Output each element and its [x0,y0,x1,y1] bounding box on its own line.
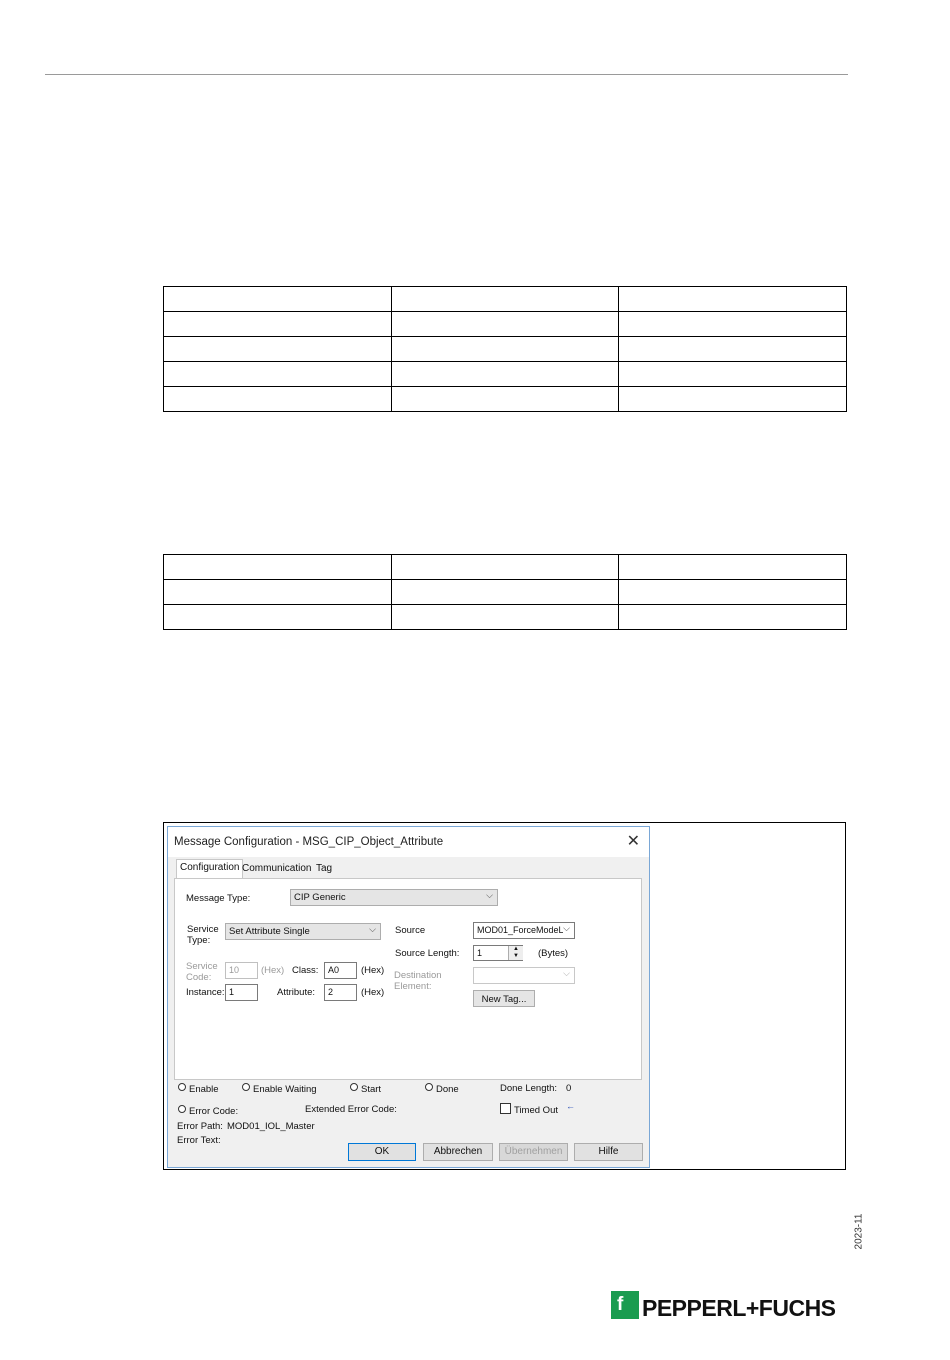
table-row [164,605,847,630]
cancel-button[interactable]: Abbrechen [423,1143,493,1161]
checkbox-icon[interactable] [500,1103,511,1114]
enable-indicator: Enable [178,1083,219,1095]
class-label: Class: [292,965,319,976]
message-type-label: Message Type: [186,893,251,904]
chevron-down-icon: ⌵ [563,968,570,978]
table-row [164,337,847,362]
message-type-select[interactable]: CIP Generic ⌵ [290,889,498,906]
cursor-arrow-icon: ← [566,1101,575,1111]
tab-tag[interactable]: Tag [316,863,333,874]
close-icon[interactable]: ✕ [626,833,640,850]
service-code-hex-unit: (Hex) [261,965,285,976]
attribute-input[interactable]: 2 [324,984,357,1001]
dialog-title: Message Configuration - MSG_CIP_Object_Attribute [174,836,444,848]
status-light-icon [242,1083,250,1091]
error-path-label: Error Path: [177,1121,223,1132]
spinner-arrows-icon[interactable]: ▲ ▼ [508,946,523,960]
table-2 [163,554,847,630]
service-code-input[interactable]: 10 [225,962,258,979]
instance-input[interactable]: 1 [225,984,258,1001]
class-hex-unit: (Hex) [361,965,385,976]
done-length-value: 0 [566,1083,572,1094]
class-input[interactable]: A0 [324,962,357,979]
enable-waiting-indicator: Enable Waiting [242,1083,317,1095]
destination-label-2: Element: [394,981,432,992]
service-code-label: Service [186,961,218,972]
service-type-label: Service [187,924,219,935]
destination-label: Destination [394,970,442,981]
done-indicator: Done [425,1083,459,1095]
service-type-label-2: Type: [187,935,211,946]
service-type-select[interactable]: Set Attribute Single ⌵ [225,923,381,940]
chevron-down-icon: ⌵ [563,923,570,933]
tab-communication[interactable]: Communication [242,863,312,874]
screenshot-figure [163,822,846,1170]
pf-logo-icon: f [611,1291,639,1319]
table-1 [163,286,847,412]
table-row [164,312,847,337]
source-label: Source [395,925,426,936]
configuration-panel [174,878,642,1080]
table-row [164,555,847,580]
brand-name: PEPPERL+FUCHS [642,1295,836,1321]
table-row [164,287,847,312]
new-tag-button[interactable]: New Tag... [473,990,535,1007]
chevron-down-icon: ⌵ [369,924,376,934]
bytes-unit: (Bytes) [538,948,569,959]
source-select[interactable]: MOD01_ForceModeL ⌵ [473,922,575,939]
chevron-down-icon: ⌵ [486,890,493,900]
apply-button[interactable]: Übernehmen [499,1143,568,1161]
status-light-icon [350,1083,358,1091]
instance-label: Instance: [186,987,225,998]
done-length-label: Done Length: [500,1083,558,1094]
tab-configuration[interactable]: Configuration [176,859,243,879]
status-light-icon [178,1083,186,1091]
table-row [164,580,847,605]
help-button[interactable]: Hilfe [574,1143,643,1161]
extended-error-code-label: Extended Error Code: [305,1104,397,1115]
message-configuration-dialog [167,826,650,1168]
status-light-icon [178,1105,186,1113]
error-text-label: Error Text: [177,1135,221,1146]
error-path-value: MOD01_IOL_Master [227,1121,315,1132]
document-date: 2023-11 [853,1213,865,1250]
table-row [164,362,847,387]
ok-button[interactable]: OK [348,1143,416,1161]
status-light-icon [425,1083,433,1091]
attribute-label: Attribute: [277,987,316,998]
header-rule [45,74,848,75]
error-code-indicator: Error Code: [178,1105,238,1117]
source-length-spinner[interactable]: 1 ▲ ▼ [473,945,523,961]
source-length-label: Source Length: [395,948,460,959]
start-indicator: Start [350,1083,381,1095]
timed-out-checkbox[interactable]: Timed Out [500,1103,558,1116]
destination-element-select[interactable] [473,967,575,984]
table-row [164,387,847,412]
attribute-hex-unit: (Hex) [361,987,385,998]
title-bar [168,827,649,857]
service-code-label-2: Code: [186,972,212,983]
